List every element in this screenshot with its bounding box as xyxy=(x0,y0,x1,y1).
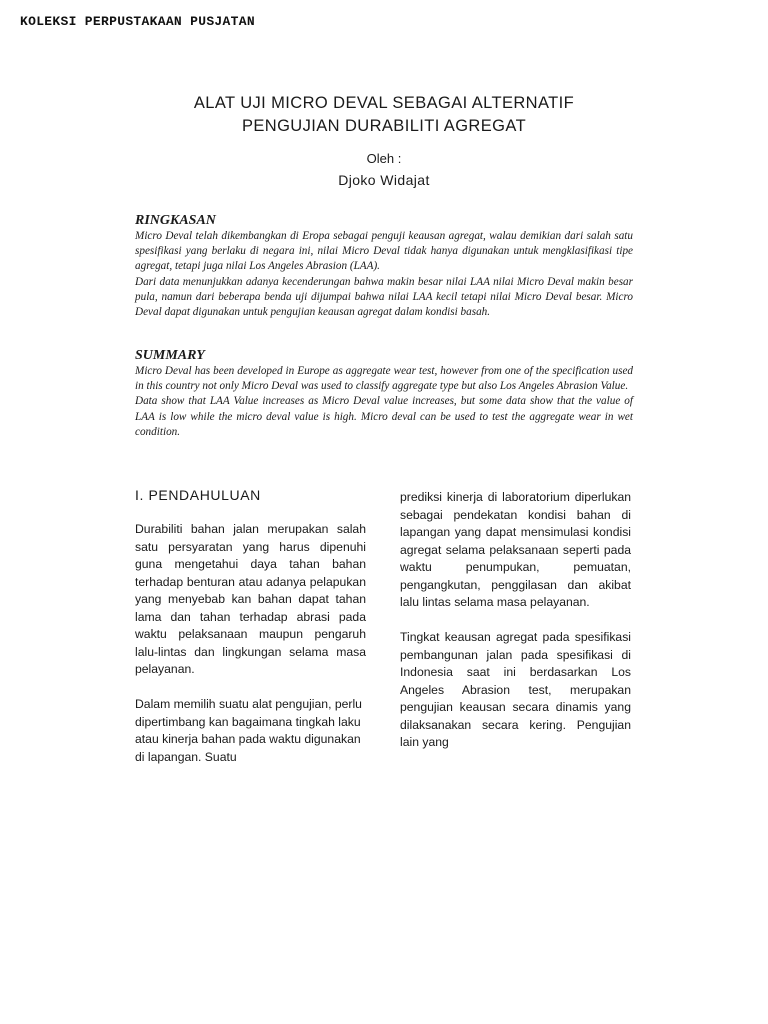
ringkasan-heading: RINGKASAN xyxy=(135,213,216,228)
author-name: Djoko Widajat xyxy=(338,172,430,188)
summary-section xyxy=(135,347,633,440)
ringkasan-section xyxy=(135,212,633,320)
summary-paragraph: Data show that LAA Value increases as Micro Deval value increases, but some data show that the value of LAA is low while the micro deval value is high. Micro deval can be used to test the aggregate wear in wet condition. xyxy=(135,395,633,438)
byline-label: Oleh : xyxy=(366,151,402,166)
paper-title xyxy=(0,92,768,138)
section-heading: I. PENDAHULUAN xyxy=(135,487,261,503)
paper-title-line-2: PENGUJIAN DURABILITI AGREGAT xyxy=(241,117,527,135)
ringkasan-paragraph: Dari data menunjukkan adanya kecenderungan bahwa makin besar nilai LAA nilai Micro Deval makin besar pula, namun dari beberapa benda uji dijumpai bahwa nilai LAA kecil tetapi nilai Micro Deval besar. Micro Deval dapat digunakan untuk pengujian keausan agregat dalam kondisi basah. xyxy=(135,275,633,319)
summary-heading: SUMMARY xyxy=(135,348,205,363)
body-paragraph: Dalam memilih suatu alat pengujian, perlu dipertimbang kan bagaimana tingkah laku atau kinerja bahan pada waktu digunakan di lapangan. Suatu xyxy=(135,697,362,764)
body-column-left xyxy=(135,486,366,784)
body-paragraph: Tingkat keausan agregat pada spesifikasi pembangunan jalan pada spesifikasi di Indonesia saat ini berdasarkan Los Angeles Abrasion test, merupakan pengujian keausan secara dinamis yang dilaksanakan secara kering. Pengujian lain yang xyxy=(400,630,631,749)
library-collection-stamp: KOLEKSI PERPUSTAKAAN PUSJATAN xyxy=(20,14,255,29)
body-column-right xyxy=(400,489,631,769)
body-paragraph: Durabiliti bahan jalan merupakan salah satu persyaratan yang harus dipenuhi guna mengetahui daya tahan bahan terhadap benturan atau adanya pelapukan yang menyebab kan bahan dapat tahan lama dan tahan terhadap abrasi pada waktu pelaksanaan maupun pengaruh lalu-lintas dan lingkungan selama masa pelayanan. xyxy=(135,522,366,676)
paper-title-line-1: ALAT UJI MICRO DEVAL SEBAGAI ALTERNATIF xyxy=(193,94,575,112)
ringkasan-paragraph: Micro Deval telah dikembangkan di Eropa sebagai penguji keausan agregat, walau demikian dari salah satu spesifikasi yang berlaku di negara ini, nilai Micro Deval tidak hanya digunakan untuk mengklasifikasi tipe agregat, tetapi juga nilai Los Angeles Abrasion (LAA). xyxy=(135,230,633,273)
summary-paragraph: Micro Deval has been developed in Europe as aggregate wear test, however from one of the specification used in this country not only Micro Deval was used to classify aggregate type but also Los Angeles Abrasion Value. xyxy=(135,365,633,393)
body-paragraph: prediksi kinerja di laboratorium diperlukan sebagai pendekatan kondisi bahan di lapangan yang dapat mensimulasi kondisi agregat selama pelaksanaan seperti pada waktu penumpukan, pemuatan, pengangkutan, penggilasan dan akibat lalu lintas selama masa pelayanan. xyxy=(400,490,631,609)
byline xyxy=(0,151,768,190)
